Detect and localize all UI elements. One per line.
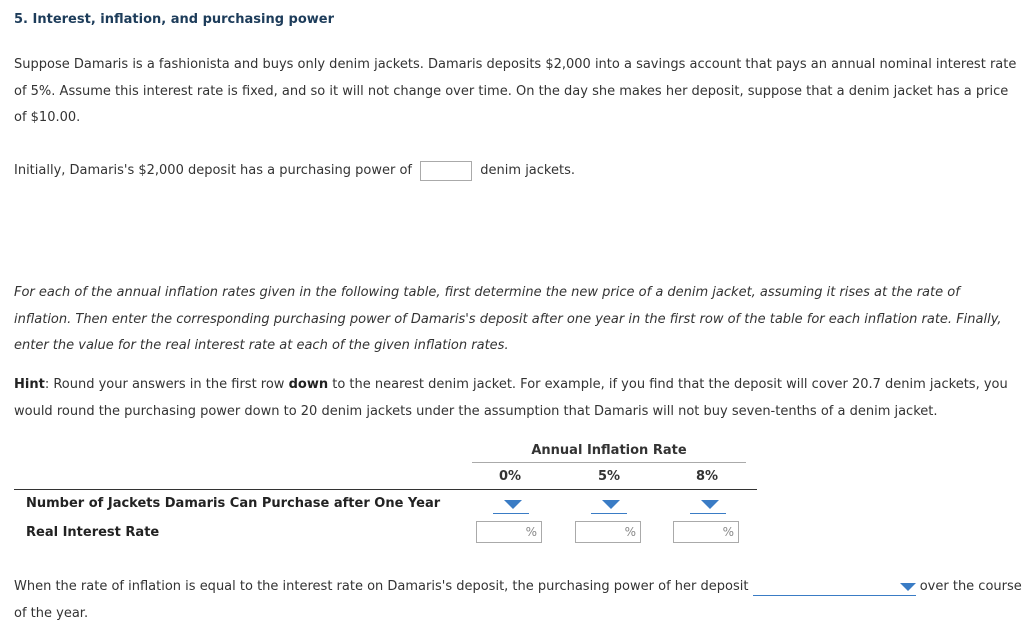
initial-purchasing-power-input[interactable] — [420, 161, 472, 181]
hint-paragraph — [14, 372, 1024, 425]
chevron-down-icon — [504, 500, 522, 509]
percent-symbol: % — [624, 525, 636, 539]
column-header-5: 5% — [597, 469, 621, 484]
initial-prefix: Initially, Damaris's $2,000 deposit has a purchasing power of — [14, 163, 413, 178]
initial-suffix: denim jackets. — [480, 163, 575, 178]
chevron-down-icon — [900, 583, 916, 591]
percent-symbol: % — [722, 525, 734, 539]
hint-text-2: to the nearest denim jacket. For example, if you find that the deposit will cover 20.7 denim jackets, you would round the purchasing power down to 20 denim jackets under the assumption that Damaris will not buy seven-tenths of a denim jacket. — [14, 377, 1008, 419]
jackets-dropdown-0[interactable] — [493, 496, 533, 516]
table-header-divider — [472, 462, 746, 463]
jackets-dropdown-5[interactable] — [591, 496, 631, 516]
hint-text-1: : Round your answers in the first row — [44, 377, 289, 392]
jackets-dropdown-8[interactable] — [690, 496, 730, 516]
table-header: Annual Inflation Rate — [531, 443, 687, 458]
real-interest-input-0[interactable] — [476, 521, 542, 543]
intro-paragraph: Suppose Damaris is a fashionista and buys only denim jackets. Damaris deposits $2,000 into a savings account that pays an annual nominal interest rate of 5%. Assume this interest rate is fixed, and so it will not change over time. On the day she makes her deposit, suppose that a denim jacket has a price of $10.00. — [14, 57, 1017, 125]
final-sentence — [14, 574, 1024, 627]
table-row-divider — [14, 489, 757, 490]
hint-bold-word: down — [288, 377, 329, 392]
purchasing-power-change-dropdown[interactable] — [753, 578, 916, 596]
initial-purchasing-power-sentence — [14, 158, 575, 185]
chevron-down-icon — [701, 500, 719, 509]
question-title: 5. Interest, inflation, and purchasing power — [14, 12, 335, 27]
row-label-jackets: Number of Jackets Damaris Can Purchase after One Year — [26, 496, 441, 511]
final-prefix: When the rate of inflation is equal to the interest rate on Damaris's deposit, the purchasing power of her deposit — [14, 579, 749, 594]
real-interest-input-5[interactable] — [575, 521, 641, 543]
row-label-real-interest: Real Interest Rate — [26, 525, 160, 540]
column-header-0: 0% — [498, 469, 522, 484]
final-suffix: over the course of the year. — [14, 579, 1022, 621]
instructions-paragraph: For each of the annual inflation rates given in the following table, first determine the new price of a denim jacket, assuming it rises at the rate of inflation. Then enter the corresponding purchasing power of Damaris's deposit after one year in the first row of the table for each inflation rate. Finally, enter the value for the real interest rate at each of the given inflation rates. — [14, 285, 1002, 353]
real-interest-input-8[interactable] — [673, 521, 739, 543]
hint-label: Hint — [14, 377, 45, 392]
percent-symbol: % — [525, 525, 537, 539]
column-header-8: 8% — [695, 469, 719, 484]
chevron-down-icon — [602, 500, 620, 509]
